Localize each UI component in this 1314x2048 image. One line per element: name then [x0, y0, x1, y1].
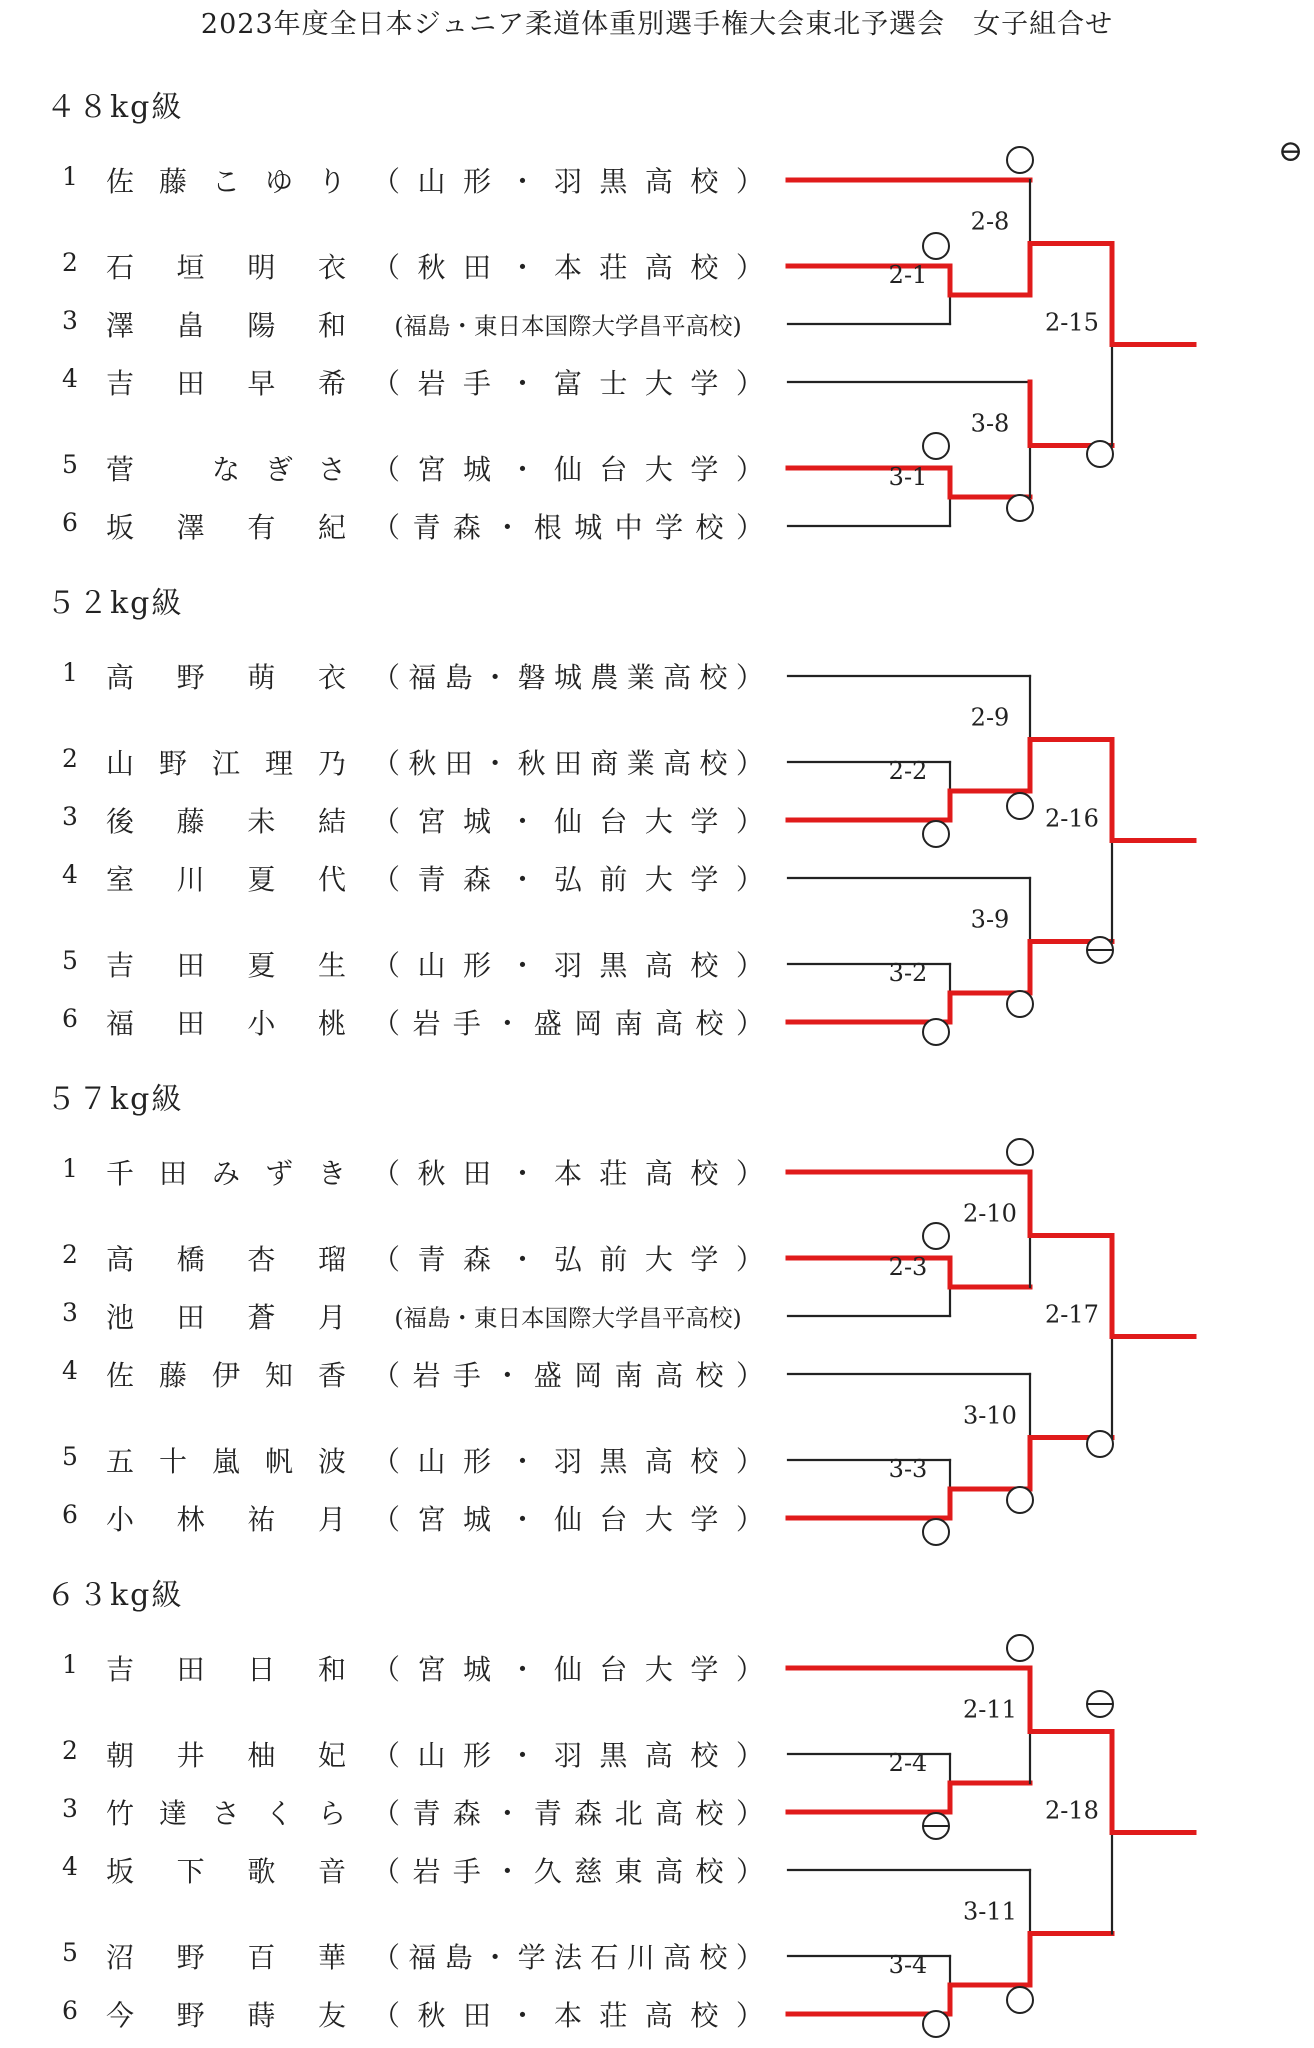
player-team: （ 秋 田 ・ 本 荘 高 校 ）	[372, 1157, 764, 1190]
player-number: 1	[62, 162, 78, 191]
player-number: 4	[62, 364, 78, 393]
player-team: （ 青 森 ・ 青 森 北 高 校 ）	[372, 1797, 764, 1830]
player-team: （ 宮 城 ・ 仙 台 大 学 ）	[372, 1503, 764, 1536]
weight-class-title: ６３kg級	[46, 1578, 184, 1613]
player-team: （ 山 形 ・ 羽 黒 高 校 ）	[372, 1739, 764, 1772]
player-team: （ 秋 田 ・ 秋 田 商 業 高 校 ）	[372, 747, 764, 780]
player-name: 坂 澤 有 紀	[106, 511, 346, 544]
result-mark-icon	[923, 2011, 949, 2037]
match-number: 2-9	[970, 703, 1010, 732]
player-name: 佐 藤 こ ゆ り	[106, 165, 346, 198]
player-number: 5	[62, 450, 78, 479]
player-name: 竹 達 さ く ら	[106, 1797, 346, 1830]
player-number: 6	[62, 1004, 78, 1033]
player-name: 後 藤 未 結	[106, 805, 346, 838]
result-mark-icon	[1087, 441, 1113, 467]
player-team: (福島・東日本国際大学昌平高校)	[394, 312, 742, 340]
player-name: 池 田 蒼 月	[106, 1301, 346, 1334]
match-number: 2-8	[970, 207, 1010, 236]
player-name: 菅 な ぎ さ	[106, 453, 346, 486]
match-number: 2-15	[1045, 308, 1099, 337]
player-number: 5	[62, 946, 78, 975]
player-name: 石 垣 明 衣	[106, 251, 346, 284]
player-name: 佐 藤 伊 知 香	[106, 1359, 346, 1392]
player-team: （ 岩 手 ・ 富 士 大 学 ）	[372, 367, 764, 400]
result-mark-icon	[1087, 1431, 1113, 1457]
player-team: （ 秋 田 ・ 本 荘 高 校 ）	[372, 1999, 764, 2032]
page-title: 2023年度全日本ジュニア柔道体重別選手権大会東北予選会 女子組合せ	[200, 9, 1114, 40]
player-name: 吉 田 夏 生	[106, 949, 346, 982]
player-number: 1	[62, 1650, 78, 1679]
player-name: 高 野 萌 衣	[106, 661, 346, 694]
match-number: 2-11	[963, 1695, 1017, 1724]
player-name: 今 野 蒔 友	[106, 1999, 346, 2032]
player-name: 高 橋 杏 瑠	[106, 1243, 346, 1276]
result-mark-icon	[1007, 1635, 1033, 1661]
player-number: 2	[62, 248, 78, 277]
result-mark-icon	[1007, 1139, 1033, 1165]
player-team: （ 宮 城 ・ 仙 台 大 学 ）	[372, 453, 764, 486]
player-number: 5	[62, 1938, 78, 1967]
player-number: 1	[62, 658, 78, 687]
player-number: 2	[62, 744, 78, 773]
match-number: 3-4	[888, 1951, 928, 1979]
player-name: 室 川 夏 代	[106, 863, 346, 896]
player-team: （ 福 島 ・ 磐 城 農 業 高 校 ）	[372, 661, 764, 694]
player-number: 6	[62, 1996, 78, 2025]
player-number: 3	[62, 1794, 78, 1823]
match-number: 2-17	[1045, 1300, 1099, 1329]
player-number: 3	[62, 306, 78, 335]
result-mark-icon	[1007, 147, 1033, 173]
player-name: 吉 田 早 希	[106, 367, 346, 400]
match-number: 3-9	[970, 905, 1010, 934]
result-mark-icon	[1007, 793, 1033, 819]
match-number: 3-2	[888, 959, 928, 987]
player-team: （ 福 島 ・ 学 法 石 川 高 校 ）	[372, 1941, 764, 1974]
player-number: 6	[62, 508, 78, 537]
match-number: 3-8	[970, 409, 1010, 438]
player-team: （ 岩 手 ・ 久 慈 東 高 校 ）	[372, 1855, 764, 1888]
player-name: 澤 畠 陽 和	[106, 309, 346, 342]
result-mark-icon	[1007, 495, 1033, 521]
player-name: 五 十 嵐 帆 波	[106, 1445, 346, 1478]
player-name: 沼 野 百 華	[106, 1941, 346, 1974]
match-number: 2-18	[1045, 1796, 1099, 1825]
player-name: 坂 下 歌 音	[106, 1855, 346, 1888]
player-number: 6	[62, 1500, 78, 1529]
player-team: （ 山 形 ・ 羽 黒 高 校 ）	[372, 165, 764, 198]
player-team: （ 青 森 ・ 弘 前 大 学 ）	[372, 863, 764, 896]
player-name: 朝 井 柚 妃	[106, 1739, 346, 1772]
player-team: （ 青 森 ・ 弘 前 大 学 ）	[372, 1243, 764, 1276]
result-mark-icon	[923, 1223, 949, 1249]
player-number: 3	[62, 1298, 78, 1327]
result-mark-icon	[923, 1019, 949, 1045]
player-team: （ 宮 城 ・ 仙 台 大 学 ）	[372, 805, 764, 838]
player-number: 2	[62, 1736, 78, 1765]
match-number: 2-16	[1045, 804, 1099, 833]
match-number: 3-3	[888, 1455, 928, 1483]
player-number: 2	[62, 1240, 78, 1269]
result-mark-icon	[923, 1519, 949, 1545]
player-team: (福島・東日本国際大学昌平高校)	[394, 1304, 742, 1332]
result-mark-icon	[923, 233, 949, 259]
player-team: （ 山 形 ・ 羽 黒 高 校 ）	[372, 1445, 764, 1478]
player-team: （ 宮 城 ・ 仙 台 大 学 ）	[372, 1653, 764, 1686]
player-team: （ 山 形 ・ 羽 黒 高 校 ）	[372, 949, 764, 982]
player-team: （ 秋 田 ・ 本 荘 高 校 ）	[372, 251, 764, 284]
player-number: 5	[62, 1442, 78, 1471]
player-team: （ 岩 手 ・ 盛 岡 南 高 校 ）	[372, 1359, 764, 1392]
weight-class-title: ４８kg級	[46, 90, 184, 125]
result-mark-icon	[1007, 1487, 1033, 1513]
player-number: 4	[62, 860, 78, 889]
result-mark-icon	[1007, 991, 1033, 1017]
match-number: 2-4	[888, 1749, 928, 1777]
player-team: （ 岩 手 ・ 盛 岡 南 高 校 ）	[372, 1007, 764, 1040]
weight-class-title: ５２kg級	[46, 586, 184, 621]
corner-mark: ⊖	[1278, 134, 1304, 169]
match-number: 2-10	[963, 1199, 1017, 1228]
player-number: 1	[62, 1154, 78, 1183]
player-name: 吉 田 日 和	[106, 1653, 346, 1686]
match-number: 2-3	[888, 1253, 928, 1281]
match-number: 3-1	[888, 463, 928, 491]
player-number: 4	[62, 1356, 78, 1385]
player-number: 4	[62, 1852, 78, 1881]
player-name: 千 田 み ず き	[106, 1157, 346, 1190]
player-name: 山 野 江 理 乃	[106, 747, 346, 780]
result-mark-icon	[923, 433, 949, 459]
match-number: 2-1	[888, 261, 928, 289]
player-name: 小 林 祐 月	[106, 1503, 346, 1536]
result-mark-icon	[923, 821, 949, 847]
match-number: 2-2	[888, 757, 928, 785]
match-number: 3-10	[963, 1401, 1017, 1430]
player-number: 3	[62, 802, 78, 831]
match-number: 3-11	[963, 1897, 1017, 1926]
weight-class-title: ５７kg級	[46, 1082, 184, 1117]
player-team: （ 青 森 ・ 根 城 中 学 校 ）	[372, 511, 764, 544]
result-mark-icon	[1007, 1987, 1033, 2013]
player-name: 福 田 小 桃	[106, 1007, 346, 1040]
